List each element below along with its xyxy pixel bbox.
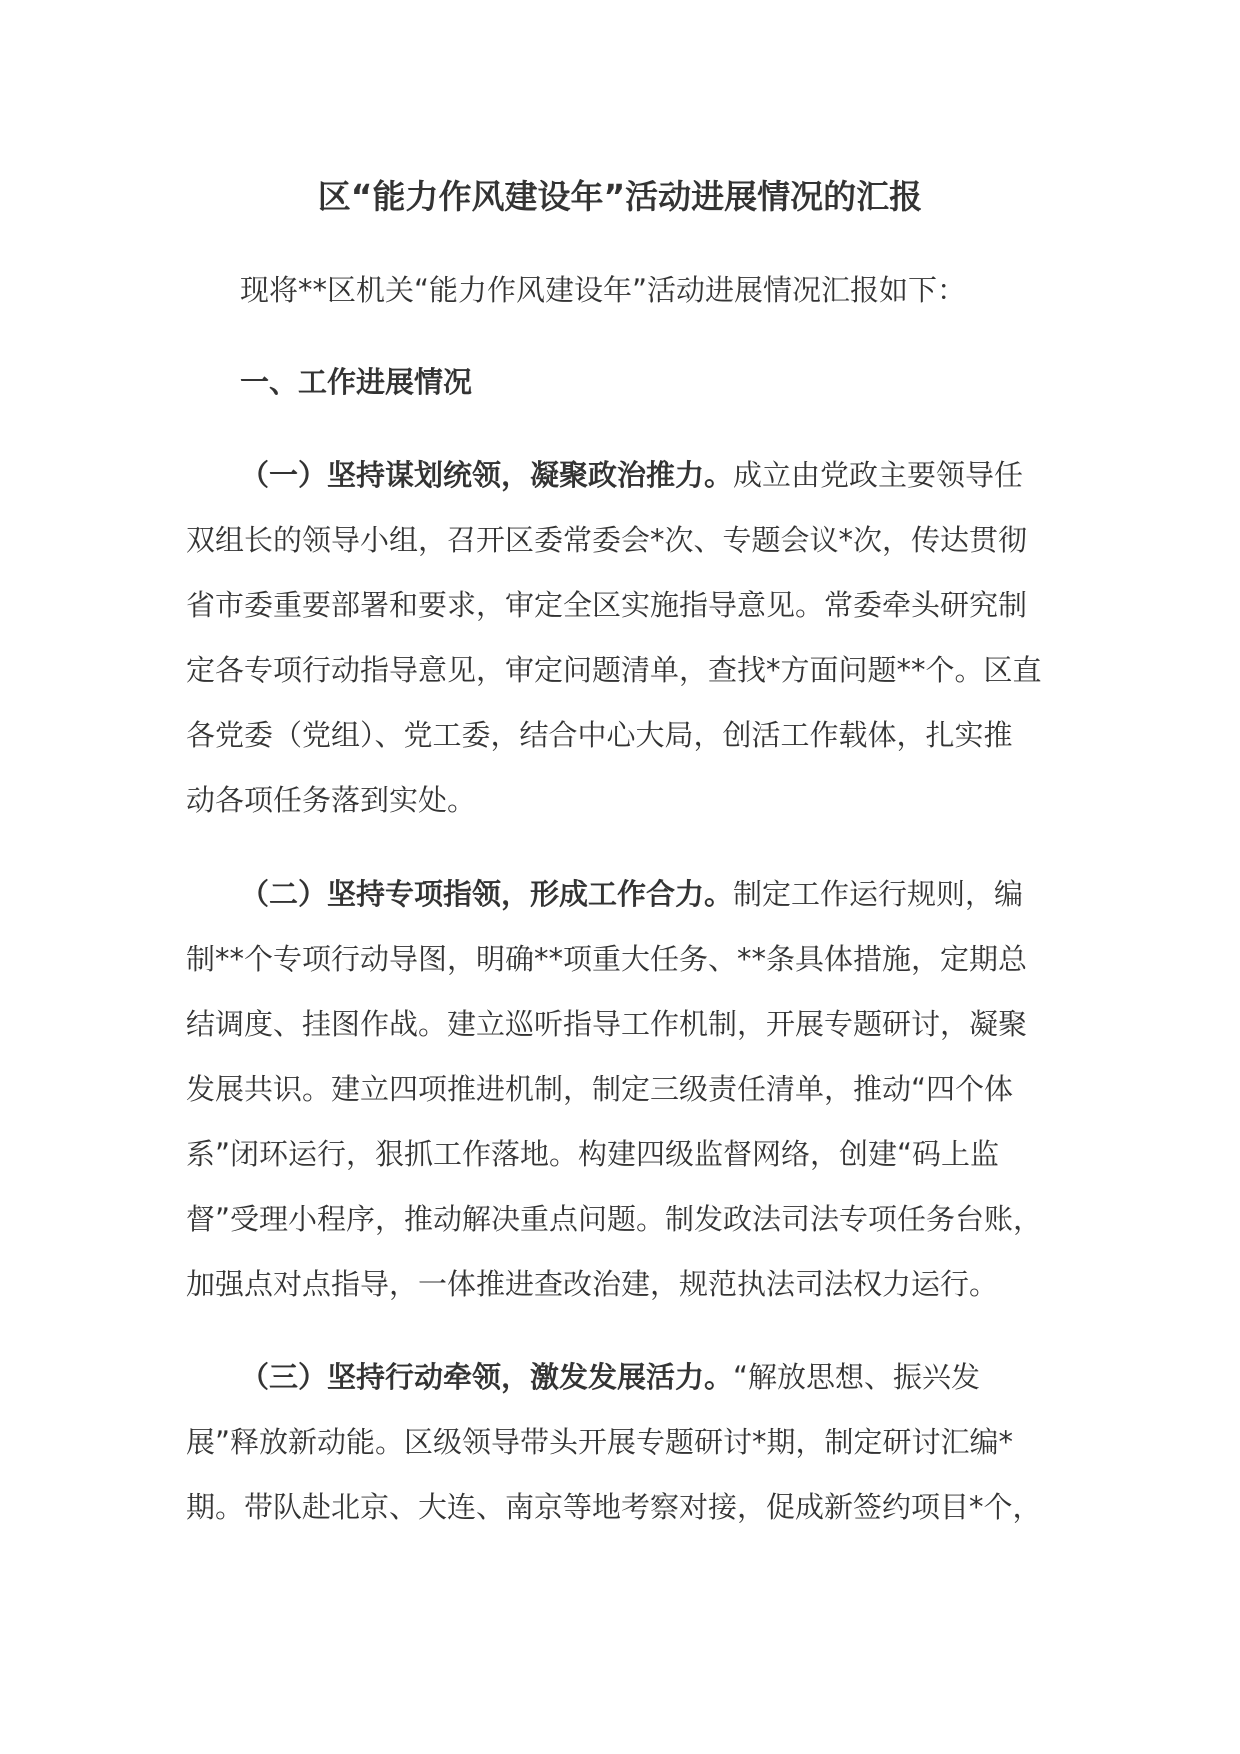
paragraph-line: 督”受理小程序，推动解决重点问题。制发政法司法专项任务台账， bbox=[186, 1202, 1043, 1236]
paragraph-line: 定各专项行动指导意见，审定问题清单，查找*方面问题**个。区直 bbox=[186, 653, 1042, 687]
paragraph-line bbox=[186, 1345, 1066, 1410]
paragraph-line bbox=[186, 862, 1066, 927]
paragraph-line: 动各项任务落到实处。 bbox=[186, 783, 477, 817]
paragraph-line: 展”释放新动能。区级领导带头开展专题研讨*期，制定研讨汇编* bbox=[186, 1425, 1014, 1459]
paragraph-text: 制定工作运行规则，编 bbox=[733, 877, 1024, 911]
paragraph-lead: （三）坚持行动牵领，激发发展活力。 bbox=[240, 1360, 734, 1394]
paragraph-text: “解放思想、振兴发 bbox=[733, 1360, 981, 1394]
paragraph-line: 发展共识。建立四项推进机制，制定三级责任清单，推动“四个体 bbox=[186, 1072, 1014, 1106]
paragraph-line bbox=[186, 443, 1066, 508]
intro-text: 现将**区机关“能力作风建设年”活动进展情况汇报如下： bbox=[240, 273, 967, 307]
paragraph-line: 省市委重要部署和要求，审定全区实施指导意见。常委牵头研究制 bbox=[186, 588, 1028, 622]
paragraph-lead: （一）坚持谋划统领，凝聚政治推力。 bbox=[240, 458, 734, 492]
document-title: 区“能力作风建设年”活动进展情况的汇报 bbox=[317, 177, 923, 216]
paragraph-line: 各党委（党组）、党工委，结合中心大局，创活工作载体，扎实推 bbox=[186, 718, 1013, 752]
section-heading: 一、工作进展情况 bbox=[240, 365, 473, 399]
paragraph-line: 制**个专项行动导图，明确**项重大任务、**条具体措施，定期总 bbox=[186, 942, 1028, 976]
paragraph-lead: （二）坚持专项指领，形成工作合力。 bbox=[240, 877, 734, 911]
paragraph-line: 结调度、挂图作战。建立巡听指导工作机制，开展专题研讨，凝聚 bbox=[186, 1007, 1028, 1041]
paragraph-1 bbox=[186, 443, 1066, 833]
paragraph-line: 加强点对点指导，一体推进查改治建，规范执法司法权力运行。 bbox=[186, 1267, 999, 1301]
paragraph-line: 期。带队赴北京、大连、南京等地考察对接，促成新签约项目*个， bbox=[186, 1490, 1042, 1524]
paragraph-3 bbox=[186, 1345, 1066, 1540]
paragraph-line: 系”闭环运行，狠抓工作落地。构建四级监督网络，创建“码上监 bbox=[186, 1137, 1000, 1171]
paragraph-text: 成立由党政主要领导任 bbox=[733, 458, 1024, 492]
paragraph-line: 双组长的领导小组，召开区委常委会*次、专题会议*次，传达贯彻 bbox=[186, 523, 1028, 557]
paragraph-2 bbox=[186, 862, 1066, 1317]
